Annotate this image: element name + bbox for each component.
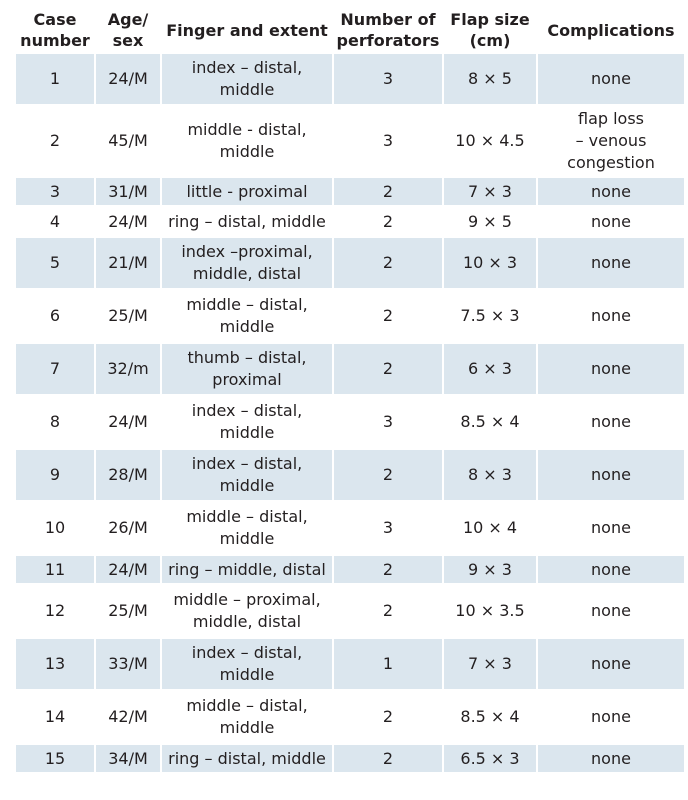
age-sex-cell: 31/M — [96, 178, 160, 205]
complications-cell: none — [538, 556, 684, 583]
flap-size-cell: 10 × 4 — [444, 503, 536, 553]
flap-size-cell: 8.5 × 4 — [444, 397, 536, 447]
flap-size-cell: 8.5 × 4 — [444, 692, 536, 742]
age-sex-cell: 21/M — [96, 238, 160, 288]
age-sex-cell: 42/M — [96, 692, 160, 742]
case-number-cell: 11 — [16, 556, 94, 583]
finger-extent-cell: index – distal, middle — [162, 54, 332, 104]
case-number-cell: 6 — [16, 291, 94, 341]
finger-extent-cell: ring – distal, middle — [162, 745, 332, 772]
finger-extent-cell: index – distal, middle — [162, 397, 332, 447]
age-sex-cell: 45/M — [96, 107, 160, 175]
table-row — [16, 586, 684, 636]
flap-size-cell: 7 × 3 — [444, 639, 536, 689]
case-number-cell: 9 — [16, 450, 94, 500]
flap-size-cell: 7 × 3 — [444, 178, 536, 205]
complications-cell: none — [538, 397, 684, 447]
perforators-cell: 3 — [334, 503, 442, 553]
finger-extent-cell: middle - distal, middle — [162, 107, 332, 175]
perforators-cell: 1 — [334, 639, 442, 689]
flap-size-cell: 10 × 3.5 — [444, 586, 536, 636]
flap-size-cell: 10 × 4.5 — [444, 107, 536, 175]
header-complications: Complications — [538, 9, 684, 51]
perforators-cell: 2 — [334, 291, 442, 341]
finger-extent-cell: middle – proximal, middle, distal — [162, 586, 332, 636]
table-row — [16, 54, 684, 104]
perforators-cell: 2 — [334, 344, 442, 394]
finger-extent-cell: index – distal, middle — [162, 639, 332, 689]
perforators-cell: 2 — [334, 586, 442, 636]
table-row — [16, 556, 684, 583]
perforators-cell: 2 — [334, 178, 442, 205]
finger-extent-cell: middle – distal, middle — [162, 291, 332, 341]
age-sex-cell: 24/M — [96, 397, 160, 447]
finger-extent-cell: middle – distal, middle — [162, 503, 332, 553]
perforators-cell: 2 — [334, 238, 442, 288]
age-sex-cell: 33/M — [96, 639, 160, 689]
complications-cell: none — [538, 344, 684, 394]
complications-cell: none — [538, 178, 684, 205]
age-sex-cell: 26/M — [96, 503, 160, 553]
age-sex-cell: 25/M — [96, 586, 160, 636]
complications-cell: none — [538, 238, 684, 288]
perforators-cell: 3 — [334, 397, 442, 447]
table-row — [16, 745, 684, 772]
header-case-number: Case number — [16, 9, 94, 51]
complications-cell: flap loss – venous congestion — [538, 107, 684, 175]
case-number-cell: 14 — [16, 692, 94, 742]
complications-cell: none — [538, 450, 684, 500]
header-finger-extent: Finger and extent — [162, 9, 332, 51]
case-number-cell: 4 — [16, 208, 94, 235]
header-number-of-perforators: Number of perforators — [334, 9, 442, 51]
age-sex-cell: 32/m — [96, 344, 160, 394]
case-number-cell: 1 — [16, 54, 94, 104]
header-row — [16, 9, 684, 51]
flap-size-cell: 9 × 5 — [444, 208, 536, 235]
case-number-cell: 15 — [16, 745, 94, 772]
complications-cell: none — [538, 291, 684, 341]
age-sex-cell: 24/M — [96, 208, 160, 235]
case-number-cell: 13 — [16, 639, 94, 689]
finger-extent-cell: thumb – distal, proximal — [162, 344, 332, 394]
table-row — [16, 692, 684, 742]
table-row — [16, 450, 684, 500]
complications-cell: none — [538, 54, 684, 104]
flap-size-cell: 10 × 3 — [444, 238, 536, 288]
age-sex-cell: 34/M — [96, 745, 160, 772]
perforators-cell: 2 — [334, 692, 442, 742]
flap-size-cell: 8 × 5 — [444, 54, 536, 104]
table-row — [16, 344, 684, 394]
case-number-cell: 10 — [16, 503, 94, 553]
table-row — [16, 107, 684, 175]
finger-extent-cell: index – distal, middle — [162, 450, 332, 500]
table-row — [16, 639, 684, 689]
complications-cell: none — [538, 639, 684, 689]
table-row — [16, 178, 684, 205]
case-series-table — [14, 6, 686, 775]
perforators-cell: 2 — [334, 556, 442, 583]
flap-size-cell: 6 × 3 — [444, 344, 536, 394]
age-sex-cell: 25/M — [96, 291, 160, 341]
finger-extent-cell: little - proximal — [162, 178, 332, 205]
finger-extent-cell: index –proximal, middle, distal — [162, 238, 332, 288]
complications-cell: none — [538, 586, 684, 636]
case-number-cell: 12 — [16, 586, 94, 636]
age-sex-cell: 28/M — [96, 450, 160, 500]
table-row — [16, 503, 684, 553]
case-number-cell: 2 — [16, 107, 94, 175]
table-row — [16, 238, 684, 288]
finger-extent-cell: ring – middle, distal — [162, 556, 332, 583]
complications-cell: none — [538, 692, 684, 742]
table-row — [16, 208, 684, 235]
case-number-cell: 5 — [16, 238, 94, 288]
case-number-cell: 7 — [16, 344, 94, 394]
flap-size-cell: 6.5 × 3 — [444, 745, 536, 772]
table-body — [16, 54, 684, 772]
case-number-cell: 8 — [16, 397, 94, 447]
flap-size-cell: 8 × 3 — [444, 450, 536, 500]
header-flap-size: Flap size (cm) — [444, 9, 536, 51]
perforators-cell: 2 — [334, 450, 442, 500]
age-sex-cell: 24/M — [96, 54, 160, 104]
perforators-cell: 3 — [334, 54, 442, 104]
perforators-cell: 3 — [334, 107, 442, 175]
perforators-cell: 2 — [334, 208, 442, 235]
complications-cell: none — [538, 208, 684, 235]
header-age-sex: Age/ sex — [96, 9, 160, 51]
flap-size-cell: 7.5 × 3 — [444, 291, 536, 341]
table-row — [16, 291, 684, 341]
case-number-cell: 3 — [16, 178, 94, 205]
table-row — [16, 397, 684, 447]
flap-size-cell: 9 × 3 — [444, 556, 536, 583]
finger-extent-cell: middle – distal, middle — [162, 692, 332, 742]
complications-cell: none — [538, 745, 684, 772]
table-header — [16, 9, 684, 51]
complications-cell: none — [538, 503, 684, 553]
perforators-cell: 2 — [334, 745, 442, 772]
finger-extent-cell: ring – distal, middle — [162, 208, 332, 235]
age-sex-cell: 24/M — [96, 556, 160, 583]
